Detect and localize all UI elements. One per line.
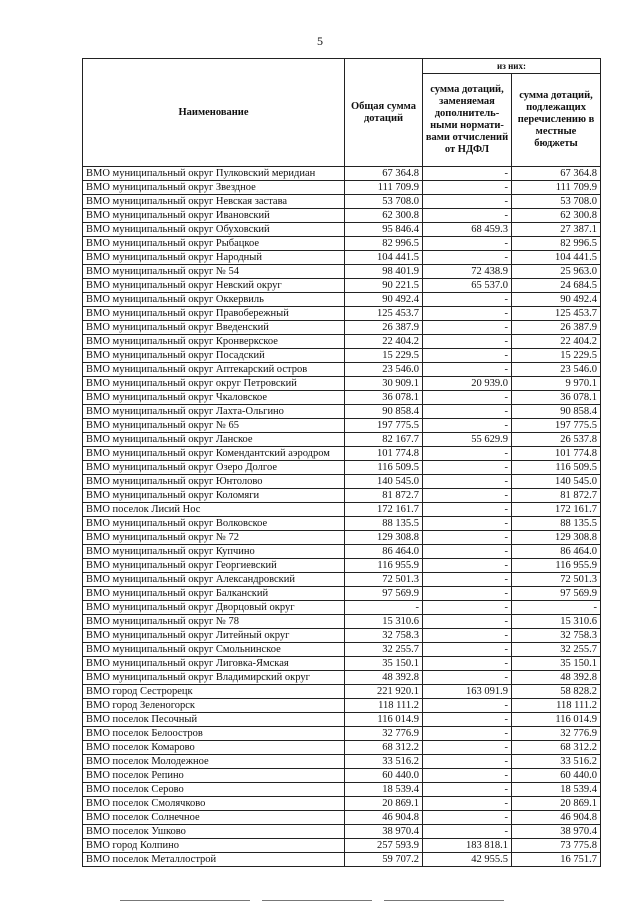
subsidies-table [82,58,601,867]
row-transfer: 125 453.7 [512,307,601,321]
row-transfer: 18 539.4 [512,783,601,797]
page-number: 5 [317,34,323,48]
row-total: 125 453.7 [345,307,423,321]
row-name: ВМО поселок Металлострой [83,853,345,867]
row-replaced: - [423,181,512,195]
row-name: ВМО муниципальный округ Обуховский [83,223,345,237]
row-replaced: - [423,811,512,825]
table-body [83,167,601,867]
row-name: ВМО муниципальный округ № 65 [83,419,345,433]
row-name: ВМО муниципальный округ Юнтолово [83,475,345,489]
row-total: 221 920.1 [345,685,423,699]
row-total: 15 310.6 [345,615,423,629]
table-row [83,839,601,853]
row-transfer: 26 537.8 [512,433,601,447]
table-row [83,503,601,517]
row-replaced: - [423,727,512,741]
row-transfer: 25 963.0 [512,265,601,279]
row-total: 59 707.2 [345,853,423,867]
row-transfer: 15 229.5 [512,349,601,363]
row-total: 116 509.5 [345,461,423,475]
row-transfer: 88 135.5 [512,517,601,531]
row-transfer: 68 312.2 [512,741,601,755]
row-name: ВМО муниципальный округ Посадский [83,349,345,363]
row-total: 129 308.8 [345,531,423,545]
row-replaced: - [423,475,512,489]
row-total: 23 546.0 [345,363,423,377]
row-total: 104 441.5 [345,251,423,265]
row-name: ВМО муниципальный округ Александровский [83,573,345,587]
row-replaced: - [423,167,512,181]
row-replaced: - [423,671,512,685]
row-total: 62 300.8 [345,209,423,223]
row-name: ВМО муниципальный округ Дворцовый округ [83,601,345,615]
table-row [83,685,601,699]
table-row [83,447,601,461]
table-row [83,489,601,503]
row-total: 20 869.1 [345,797,423,811]
table-row [83,517,601,531]
row-name: ВМО муниципальный округ Балканский [83,587,345,601]
table-row [83,825,601,839]
row-total: 111 709.9 [345,181,423,195]
row-total: 101 774.8 [345,447,423,461]
table-row [83,335,601,349]
row-name: ВМО поселок Солнечное [83,811,345,825]
row-name: ВМО муниципальный округ округ Петровский [83,377,345,391]
row-name: ВМО муниципальный округ Литейный округ [83,629,345,643]
row-transfer: 23 546.0 [512,363,601,377]
row-total: 22 404.2 [345,335,423,349]
table-row [83,293,601,307]
row-total: 33 516.2 [345,755,423,769]
row-total: 32 255.7 [345,643,423,657]
row-replaced: - [423,335,512,349]
table-row [83,573,601,587]
row-name: ВМО муниципальный округ Ивановский [83,209,345,223]
row-replaced: - [423,531,512,545]
row-transfer: 46 904.8 [512,811,601,825]
row-replaced: - [423,825,512,839]
row-name: ВМО поселок Песочный [83,713,345,727]
table-row [83,587,601,601]
row-name: ВМО город Сестрорецк [83,685,345,699]
row-name: ВМО поселок Лисий Нос [83,503,345,517]
row-transfer: 9 970.1 [512,377,601,391]
row-total: 197 775.5 [345,419,423,433]
table-row [83,657,601,671]
row-name: ВМО муниципальный округ Невский округ [83,279,345,293]
row-replaced: - [423,643,512,657]
row-replaced: - [423,293,512,307]
row-replaced: - [423,797,512,811]
row-name: ВМО поселок Смолячково [83,797,345,811]
row-replaced: - [423,209,512,223]
row-replaced: 42 955.5 [423,853,512,867]
table-row [83,755,601,769]
row-name: ВМО муниципальный округ Рыбацкое [83,237,345,251]
row-replaced: - [423,503,512,517]
row-replaced: - [423,699,512,713]
row-name: ВМО муниципальный округ Правобережный [83,307,345,321]
row-replaced: - [423,545,512,559]
table-row [83,531,601,545]
row-transfer: 26 387.9 [512,321,601,335]
row-transfer: 172 161.7 [512,503,601,517]
header-transfer: сумма дотаций, подлежащих перечислению в местные бюджеты [512,74,601,167]
table-row [83,321,601,335]
row-transfer: 90 492.4 [512,293,601,307]
table-row [83,195,601,209]
row-replaced: 163 091.9 [423,685,512,699]
row-total: 30 909.1 [345,377,423,391]
table-row [83,545,601,559]
row-transfer: - [512,601,601,615]
table-row [83,181,601,195]
row-replaced: - [423,489,512,503]
row-transfer: 101 774.8 [512,447,601,461]
table-row [83,671,601,685]
row-name: ВМО город Зеленогорск [83,699,345,713]
row-replaced: - [423,615,512,629]
row-name: ВМО муниципальный округ № 78 [83,615,345,629]
row-name: ВМО муниципальный округ Комендантский аэродром [83,447,345,461]
row-total: 82 167.7 [345,433,423,447]
footer-line [120,900,250,901]
row-name: ВМО муниципальный округ Кронверкское [83,335,345,349]
table-row [83,405,601,419]
row-total: 90 492.4 [345,293,423,307]
row-transfer: 116 509.5 [512,461,601,475]
table-row [83,797,601,811]
row-replaced: 72 438.9 [423,265,512,279]
row-total: 118 111.2 [345,699,423,713]
row-name: ВМО поселок Комарово [83,741,345,755]
row-replaced: - [423,587,512,601]
row-transfer: 90 858.4 [512,405,601,419]
table-row [83,419,601,433]
row-total: 15 229.5 [345,349,423,363]
row-transfer: 116 014.9 [512,713,601,727]
row-replaced: - [423,363,512,377]
row-total: 72 501.3 [345,573,423,587]
row-transfer: 86 464.0 [512,545,601,559]
row-name: ВМО муниципальный округ Оккервиль [83,293,345,307]
table-row [83,251,601,265]
row-replaced: - [423,769,512,783]
row-replaced: - [423,741,512,755]
table-row [83,461,601,475]
row-total: 81 872.7 [345,489,423,503]
row-transfer: 197 775.5 [512,419,601,433]
row-total: 140 545.0 [345,475,423,489]
row-name: ВМО поселок Серово [83,783,345,797]
row-transfer: 140 545.0 [512,475,601,489]
table-row [83,741,601,755]
table-row [83,377,601,391]
table-row [83,615,601,629]
row-replaced: 183 818.1 [423,839,512,853]
row-transfer: 58 828.2 [512,685,601,699]
row-transfer: 24 684.5 [512,279,601,293]
row-transfer: 35 150.1 [512,657,601,671]
row-total: 90 221.5 [345,279,423,293]
row-total: 26 387.9 [345,321,423,335]
row-transfer: 33 516.2 [512,755,601,769]
row-replaced: - [423,349,512,363]
row-transfer: 60 440.0 [512,769,601,783]
row-transfer: 82 996.5 [512,237,601,251]
row-total: 88 135.5 [345,517,423,531]
row-total: 48 392.8 [345,671,423,685]
row-total: 116 014.9 [345,713,423,727]
row-name: ВМО муниципальный округ Введенский [83,321,345,335]
row-replaced: - [423,713,512,727]
row-name: ВМО муниципальный округ № 72 [83,531,345,545]
row-transfer: 81 872.7 [512,489,601,503]
table-row [83,629,601,643]
row-transfer: 104 441.5 [512,251,601,265]
table-row [83,223,601,237]
row-replaced: - [423,783,512,797]
row-transfer: 15 310.6 [512,615,601,629]
row-replaced: - [423,629,512,643]
row-total: 172 161.7 [345,503,423,517]
row-transfer: 38 970.4 [512,825,601,839]
row-transfer: 129 308.8 [512,531,601,545]
row-name: ВМО муниципальный округ Волковское [83,517,345,531]
row-total: 38 970.4 [345,825,423,839]
row-transfer: 53 708.0 [512,195,601,209]
row-name: ВМО муниципальный округ Пулковский меридиан [83,167,345,181]
row-replaced: 65 537.0 [423,279,512,293]
row-name: ВМО город Колпино [83,839,345,853]
table-row [83,237,601,251]
row-replaced: 20 939.0 [423,377,512,391]
row-transfer: 20 869.1 [512,797,601,811]
table-row [83,391,601,405]
row-replaced: - [423,391,512,405]
row-replaced: - [423,321,512,335]
row-name: ВМО муниципальный округ Лиговка-Ямская [83,657,345,671]
row-name: ВМО муниципальный округ Георгиевский [83,559,345,573]
row-transfer: 22 404.2 [512,335,601,349]
footer-line [262,900,372,901]
row-name: ВМО муниципальный округ Невская застава [83,195,345,209]
row-total: 46 904.8 [345,811,423,825]
row-total: - [345,601,423,615]
row-transfer: 32 255.7 [512,643,601,657]
row-total: 35 150.1 [345,657,423,671]
row-name: ВМО поселок Белоостров [83,727,345,741]
table-row [83,279,601,293]
footer-line [384,900,504,901]
row-name: ВМО поселок Репино [83,769,345,783]
row-total: 82 996.5 [345,237,423,251]
row-name: ВМО муниципальный округ Озеро Долгое [83,461,345,475]
table-row [83,559,601,573]
table-row [83,727,601,741]
row-transfer: 72 501.3 [512,573,601,587]
row-name: ВМО муниципальный округ № 54 [83,265,345,279]
row-name: ВМО муниципальный округ Чкаловское [83,391,345,405]
row-transfer: 32 758.3 [512,629,601,643]
row-replaced: 55 629.9 [423,433,512,447]
row-total: 116 955.9 [345,559,423,573]
row-total: 32 758.3 [345,629,423,643]
row-total: 257 593.9 [345,839,423,853]
table-row [83,853,601,867]
table-row [83,643,601,657]
row-total: 18 539.4 [345,783,423,797]
row-name: ВМО муниципальный округ Владимирский округ [83,671,345,685]
row-transfer: 62 300.8 [512,209,601,223]
table-row [83,167,601,181]
row-name: ВМО поселок Ушково [83,825,345,839]
row-replaced: 68 459.3 [423,223,512,237]
table-row [83,265,601,279]
row-replaced: - [423,657,512,671]
row-transfer: 48 392.8 [512,671,601,685]
table-row [83,811,601,825]
row-replaced: - [423,461,512,475]
row-transfer: 111 709.9 [512,181,601,195]
header-name: Наименование [83,59,345,167]
row-total: 90 858.4 [345,405,423,419]
table-row [83,601,601,615]
row-name: ВМО муниципальный округ Звездное [83,181,345,195]
row-name: ВМО муниципальный округ Народный [83,251,345,265]
row-total: 97 569.9 [345,587,423,601]
row-total: 68 312.2 [345,741,423,755]
header-total: Общая сумма дотаций [345,59,423,167]
table-row [83,307,601,321]
header-of-which: из них: [423,59,601,74]
row-total: 95 846.4 [345,223,423,237]
row-transfer: 118 111.2 [512,699,601,713]
row-transfer: 27 387.1 [512,223,601,237]
row-name: ВМО муниципальный округ Лахта-Ольгино [83,405,345,419]
row-name: ВМО муниципальный округ Ланское [83,433,345,447]
row-total: 86 464.0 [345,545,423,559]
row-name: ВМО поселок Молодежное [83,755,345,769]
row-replaced: - [423,447,512,461]
row-name: ВМО муниципальный округ Купчино [83,545,345,559]
row-transfer: 116 955.9 [512,559,601,573]
row-replaced: - [423,601,512,615]
table-row [83,713,601,727]
row-total: 60 440.0 [345,769,423,783]
table-row [83,209,601,223]
row-transfer: 97 569.9 [512,587,601,601]
row-replaced: - [423,195,512,209]
row-transfer: 67 364.8 [512,167,601,181]
row-replaced: - [423,405,512,419]
row-name: ВМО муниципальный округ Аптекарский остров [83,363,345,377]
row-total: 36 078.1 [345,391,423,405]
header-replaced: сумма дотаций, заменяемая дополнитель-ными нормати-вами отчислений от НДФЛ [423,74,512,167]
row-replaced: - [423,755,512,769]
table-row [83,699,601,713]
row-transfer: 32 776.9 [512,727,601,741]
row-name: ВМО муниципальный округ Коломяги [83,489,345,503]
row-replaced: - [423,419,512,433]
table-row [83,363,601,377]
row-replaced: - [423,559,512,573]
row-total: 67 364.8 [345,167,423,181]
table-row [83,433,601,447]
row-total: 53 708.0 [345,195,423,209]
row-replaced: - [423,237,512,251]
table-row [83,349,601,363]
row-name: ВМО муниципальный округ Смольнинское [83,643,345,657]
table-row [83,475,601,489]
row-replaced: - [423,251,512,265]
row-total: 32 776.9 [345,727,423,741]
table-row [83,783,601,797]
row-replaced: - [423,573,512,587]
row-transfer: 36 078.1 [512,391,601,405]
row-transfer: 16 751.7 [512,853,601,867]
row-transfer: 73 775.8 [512,839,601,853]
table-row [83,769,601,783]
row-replaced: - [423,307,512,321]
row-replaced: - [423,517,512,531]
row-total: 98 401.9 [345,265,423,279]
